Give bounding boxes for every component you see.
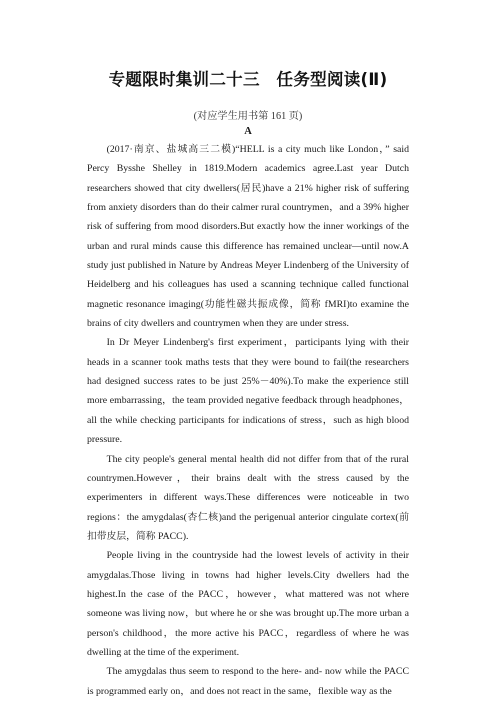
passage-body bbox=[87, 140, 409, 701]
paragraph-3: The city people's general mental health did not differ from that of the rural countrymen.However，their brains dealt with the stress caused by the experimenters in different ways.These differences were noticeable in two regions：the amygdalas(杏仁核)and the perigenual anterior cingulate cortex(前扣带皮层，简称 PACC). bbox=[87, 453, 409, 542]
paragraph-4: People living in the countryside had the lowest levels of activity in their amygdalas.Those living in towns had higher levels.City dwellers had the highest.In the case of the PACC，however，what mattered was not where someone was living now，but where he or she was brought up.The more urban a person's childhood，the more active his PACC，regardless of where he was dwelling at the time of the experiment. bbox=[87, 550, 409, 658]
paragraph-2: In Dr Meyer Lindenberg's first experiment，participants lying with their heads in a scanner took maths tests that they were bound to fail(the researchers had designed success rates to be just 25%－40%).To make the experience still more embarrassing，the team provided negative feedback through headphones，all the while checking participants for indications of stress，such as high blood pressure. bbox=[87, 337, 409, 446]
section-heading: A bbox=[244, 126, 252, 137]
page-reference: (对应学生用书第 161 页) bbox=[193, 111, 303, 122]
paragraph-1: (2017·南京、盐城高三二模)“HELL is a city much like London，” said Percy Bysshe Shelley in 1819.Modern academics agree.Last year Dutch researchers showed that city dwellers(居民)have a 21% higher risk of suffering from anxiety disorders than do their calmer rural countrymen，and a 39% higher risk of suffering from mood disorders.But exactly how the inner workings of the urban and rural minds cause this difference has remained unclear—until now.A study just published in Nature by Andreas Meyer Lindenberg of the University of Heidelberg and his colleagues has used a scanning technique called functional magnetic resonance imaging(功能性磁共振成像，简称 fMRI)to examine the brains of city dwellers and countrymen when they are under stress. bbox=[87, 144, 409, 330]
document-title: 专题限时集训二十三 任务型阅读(Ⅱ) bbox=[108, 70, 388, 89]
paragraph-5: The amygdalas thus seem to respond to the here- and- now while the PACC is programmed early on，and does not react in the same，flexible way as the bbox=[87, 666, 409, 697]
